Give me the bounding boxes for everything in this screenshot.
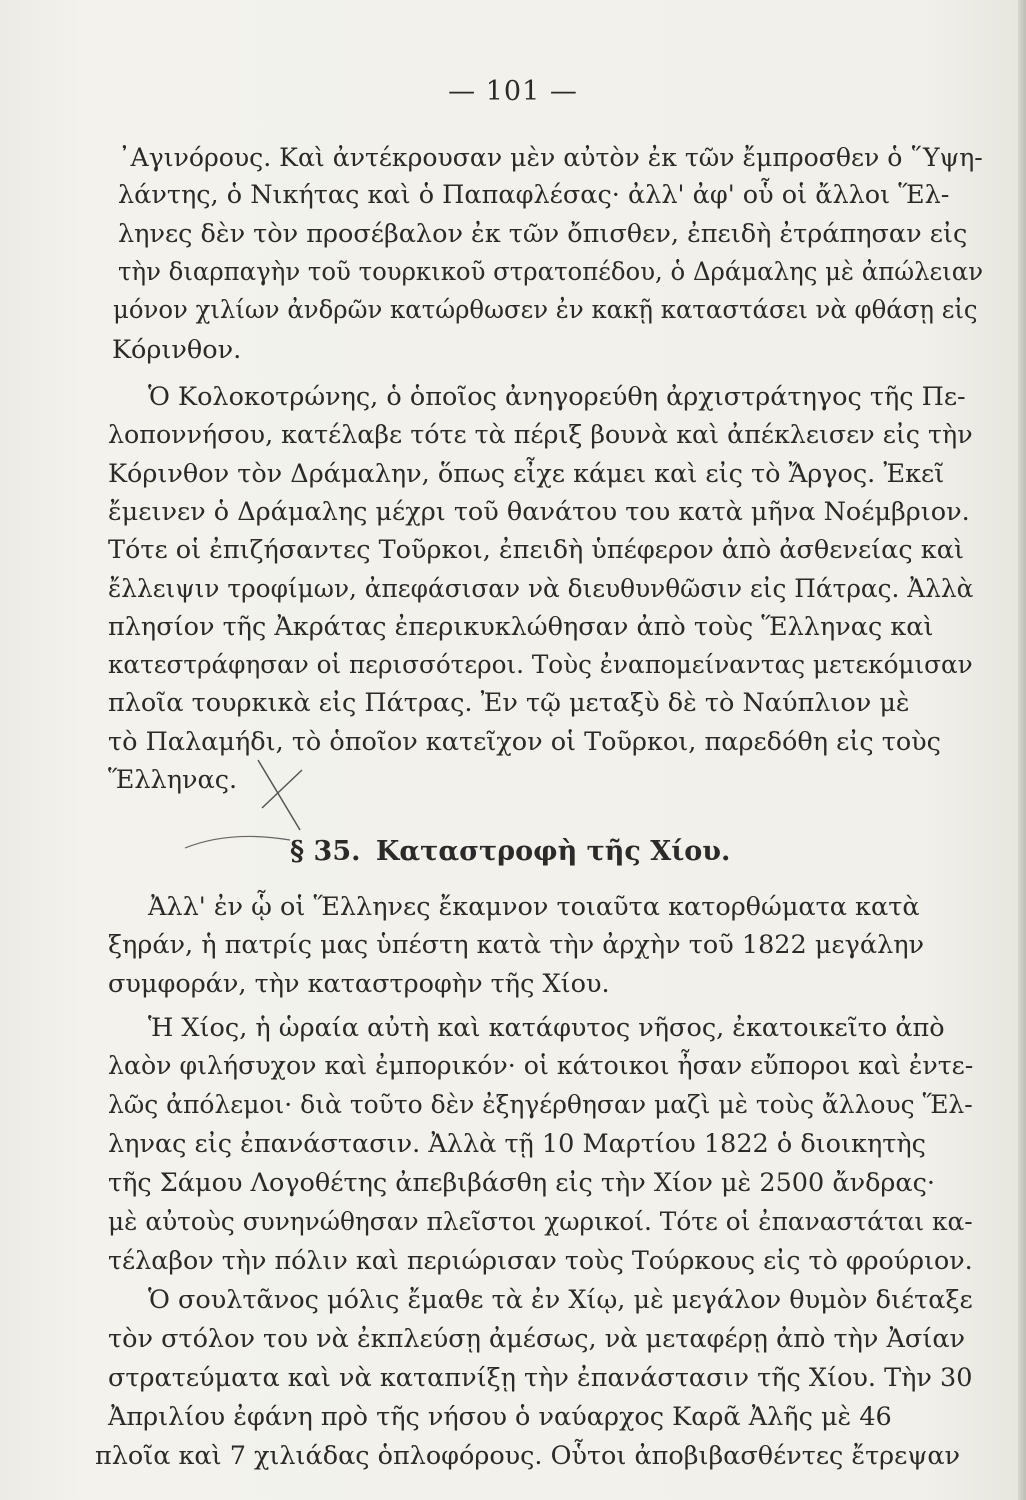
- text-line: Ἡ Χίος, ἡ ὡραία αὐτὴ καὶ κατάφυτος νῆσος, ἐκατοικεῖτο ἀπὸ: [148, 1013, 945, 1043]
- text-line: Ὁ σουλτᾶνος μόλις ἔμαθε τὰ ἐν Χίῳ, μὲ μεγάλον θυμὸν διέταξε: [148, 1285, 973, 1315]
- text-line: ληνας εἰς ἐπανάστασιν. Ἀλλὰ τῇ 10 Μαρτίου 1822 ὁ διοικητὴς: [108, 1129, 926, 1159]
- text-line: μὲ αὐτοὺς συνηνώθησαν πλεῖστοι χωρικοί. Τότε οἱ ἐπαναστάται κα-: [108, 1207, 973, 1237]
- text-line: Τότε οἱ ἐπιζήσαντες Τοῦρκοι, ἐπειδὴ ὑπέφερον ἀπὸ ἀσθενείας καὶ: [108, 535, 964, 565]
- text-line: Ἀλλ' ἐν ᾧ οἱ Ἕλληνες ἔκαμνον τοιαῦτα κατορθώματα κατὰ: [148, 892, 920, 922]
- text-line: λῶς ἀπόλεμοι· διὰ τοῦτο δὲν ἐξηγέρθησαν μαζὶ μὲ τοὺς ἄλλους Ἕλ-: [108, 1090, 973, 1120]
- text-line: κατεστράφησαν οἱ περισσότεροι. Τοὺς ἐναπομείναντας μετεκόμισαν: [108, 650, 973, 680]
- text-line: μόνον χιλίων ἀνδρῶν κατώρθωσεν ἐν κακῇ καταστάσει νὰ φθάσῃ εἰς: [113, 295, 978, 325]
- text-line: τὸν στόλον του νὰ ἐκπλεύσῃ ἀμέσως, νὰ μεταφέρῃ ἀπὸ τὴν Ἀσίαν: [108, 1324, 966, 1354]
- section-symbol: §: [290, 836, 305, 867]
- page-number: — 101 —: [448, 76, 578, 107]
- text-line: ᾿Αγινόρους. Καὶ ἀντέκρουσαν μὲν αὐτὸν ἐκ τῶν ἔμπροσθεν ὁ ῞Υψη-: [118, 143, 983, 173]
- text-line: Κόρινθον.: [112, 335, 242, 365]
- text-line: Ὁ Κολοκοτρώνης, ὁ ὁποῖος ἀνηγορεύθη ἀρχιστράτηγος τῆς Πε-: [148, 382, 966, 412]
- text-line: λάντης, ὁ Νικήτας καὶ ὁ Παπαφλέσας· ἀλλ' ἀφ' οὗ οἱ ἄλλοι Ἕλ-: [118, 180, 950, 210]
- text-line: πλοῖα καὶ 7 χιλιάδας ὁπλοφόρους. Οὗτοι ἀποβιβασθέντες ἔτρεψαν: [95, 1441, 961, 1471]
- text-line: ληνες δὲν τὸν προσέβαλον ἐκ τῶν ὄπισθεν, ἐπειδὴ ἐτράπησαν εἰς: [118, 219, 968, 249]
- text-line: τῆς Σάμου Λογοθέτης ἀπεβιβάσθη εἰς τὴν Χίον μὲ 2500 ἄνδρας·: [108, 1168, 936, 1198]
- text-line: Ἕλληνας.: [108, 765, 238, 795]
- text-line: λοποννήσου, κατέλαβε τότε τὰ πέριξ βουνὰ καὶ ἀπέκλεισεν εἰς τὴν: [108, 420, 973, 450]
- text-line: πλησίον τῆς Ἀκράτας ἐπερικυκλώθησαν ἀπὸ τοὺς Ἕλληνας καὶ: [108, 612, 934, 642]
- text-line: ξηράν, ἡ πατρίς μας ὑπέστη κατὰ τὴν ἀρχὴν τοῦ 1822 μεγάλην: [108, 930, 925, 960]
- text-line: Κόρινθον τὸν Δράμαλην, ὅπως εἶχε κάμει καὶ εἰς τὸ Ἄργος. Ἐκεῖ: [108, 459, 945, 489]
- text-line: λαὸν φιλήσυχον καὶ ἐμπορικόν· οἱ κάτοικοι ἦσαν εὔποροι καὶ ἐντε-: [108, 1051, 974, 1081]
- text-line: τὸ Παλαμήδι, τὸ ὁποῖον κατεῖχον οἱ Τοῦρκοι, παρεδόθη εἰς τοὺς: [108, 727, 941, 757]
- text-line: τὴν διαρπαγὴν τοῦ τουρκικοῦ στρατοπέδου, ὁ Δράμαλης μὲ ἀπώλειαν: [118, 257, 984, 287]
- text-line: ἔμεινεν ὁ Δράμαλης μέχρι τοῦ θανάτου του κατὰ μῆνα Νοέμβριον.: [108, 497, 970, 527]
- text-line: τέλαβον τὴν πόλιν καὶ περιώρισαν τοὺς Τούρκους εἰς τὸ φρούριον.: [108, 1246, 973, 1276]
- section-title: Καταστροφὴ τῆς Χίου.: [375, 836, 731, 867]
- text-line: στρατεύματα καὶ νὰ καταπνίξῃ τὴν ἐπανάστασιν τῆς Χίου. Τὴν 30: [108, 1363, 973, 1393]
- text-line: ἔλλειψιν τροφίμων, ἀπεφάσισαν νὰ διευθυνθῶσιν εἰς Πάτρας. Ἀλλὰ: [108, 574, 974, 604]
- section-number: 35.: [313, 836, 361, 867]
- text-line: Ἀπριλίου ἐφάνη πρὸ τῆς νήσου ὁ ναύαρχος Καρᾶ Ἀλῆς μὲ 46: [108, 1402, 892, 1432]
- text-line: συμφοράν, τὴν καταστροφὴν τῆς Χίου.: [108, 969, 610, 999]
- section-heading: [290, 836, 770, 867]
- text-line: πλοῖα τουρκικὰ εἰς Πάτρας. Ἐν τῷ μεταξὺ δὲ τὸ Ναύπλιον μὲ: [108, 688, 910, 718]
